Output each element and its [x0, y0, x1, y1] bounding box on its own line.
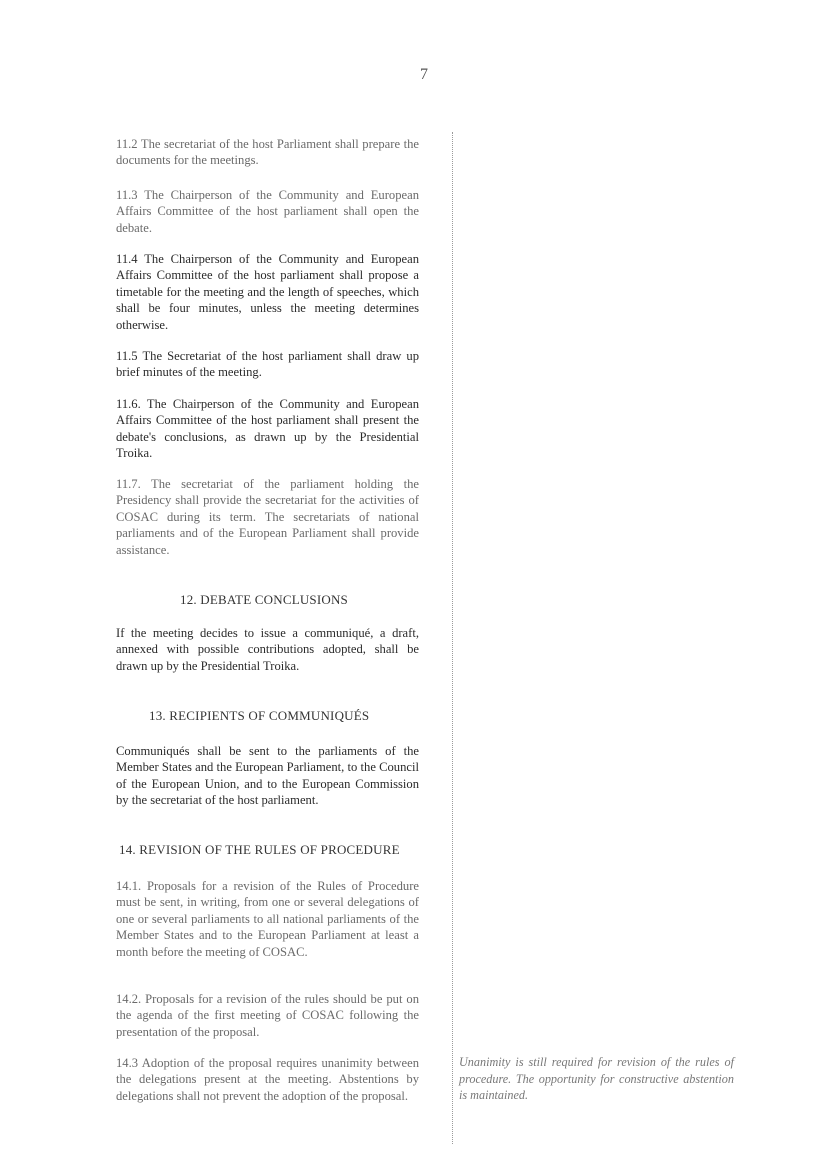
- paragraph-11-3: 11.3 The Chairperson of the Community and European Affairs Committee of the host parliament shall open the debate.: [116, 188, 419, 235]
- paragraph-12: If the meeting decides to issue a communiqué, a draft, annexed with possible contributions adopted, shall be drawn up by the Presidential Troika.: [116, 626, 419, 673]
- margin-note: Unanimity is still required for revision of the rules of procedure. The opportunity for constructive abstention is maintained.: [459, 1055, 734, 1103]
- paragraph-11-2: 11.2 The secretariat of the host Parliament shall prepare the documents for the meetings.: [116, 137, 419, 168]
- paragraph-11-6: 11.6. The Chairperson of the Community and European Affairs Committee of the host parliament shall present the debate's conclusions, as drawn up by the Presidential Troika.: [116, 397, 419, 461]
- paragraph-11-4: 11.4 The Chairperson of the Community and European Affairs Committee of the host parliament shall propose a timetable for the meeting and the length of speeches, which shall be four minutes, unless the meeting determines otherwise.: [116, 252, 419, 332]
- paragraph-14-2: 14.2. Proposals for a revision of the rules should be put on the agenda of the first meeting of COSAC following the presentation of the proposal.: [116, 992, 419, 1039]
- page-number: 7: [420, 66, 428, 83]
- heading-13: 13. RECIPIENTS OF COMMUNIQUÉS: [149, 708, 370, 723]
- heading-14: 14. REVISION OF THE RULES OF PROCEDURE: [119, 842, 400, 857]
- paragraph-13: Communiqués shall be sent to the parliaments of the Member States and the European Parliament, to the Council of the European Union, and to the European Commission by the secretariat of the host parliament.: [116, 744, 419, 808]
- paragraph-11-5: 11.5 The Secretariat of the host parliament shall draw up brief minutes of the meeting.: [116, 349, 419, 380]
- margin-divider: [452, 132, 453, 1144]
- heading-12: 12. DEBATE CONCLUSIONS: [180, 592, 348, 607]
- paragraph-14-1: 14.1. Proposals for a revision of the Rules of Procedure must be sent, in writing, from one or several delegations of one or several parliaments to all national parliaments of the Member States and to the European Parliament at least a month before the meeting of COSAC.: [116, 879, 419, 959]
- paragraph-11-7: 11.7. The secretariat of the parliament holding the Presidency shall provide the secretariat for the activities of COSAC during its term. The secretariats of national parliaments and of the European Parliament shall provide assistance.: [116, 477, 419, 557]
- paragraph-14-3: 14.3 Adoption of the proposal requires unanimity between the delegations present at the meeting. Abstentions by delegations shall not prevent the adoption of the proposal.: [116, 1056, 419, 1103]
